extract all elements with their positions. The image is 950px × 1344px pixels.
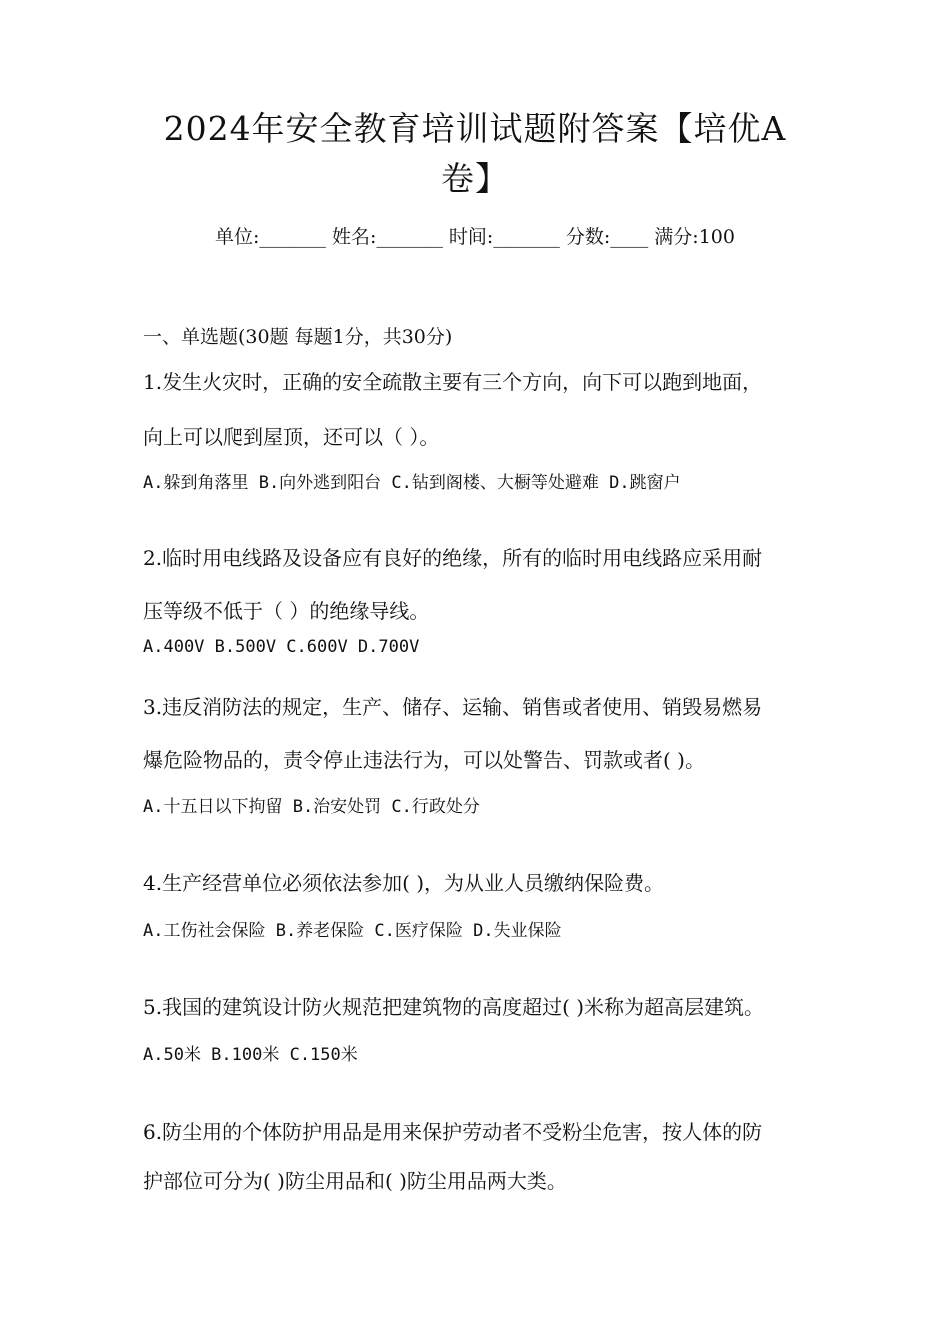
question-1-line-2: 向上可以爬到屋顶，还可以（ ）。 [143, 425, 440, 449]
question-5-options: A.50米 B.100米 C.150米 [143, 1045, 358, 1065]
question-6-line-1: 6.防尘用的个体防护用品是用来保护劳动者不受粉尘危害，按人体的防 [143, 1120, 763, 1144]
section-heading: 一、单选题(30题 每题1分，共30分) [143, 326, 453, 348]
question-2-line-2: 压等级不低于（ ）的绝缘导线。 [143, 599, 430, 623]
question-2-line-1: 2.临时用电线路及设备应有良好的绝缘，所有的临时用电线路应采用耐 [143, 546, 763, 570]
question-6-line-2: 护部位可分为( )防尘用品和( )防尘用品两大类。 [143, 1169, 567, 1193]
question-4-options: A.工伤社会保险 B.养老保险 C.医疗保险 D.失业保险 [143, 921, 562, 941]
question-2-options: A.400V B.500V C.600V D.700V [143, 637, 420, 657]
exam-info-line: 单位:_______ 姓名:_______ 时间:_______ 分数:____ 满分:100 [215, 226, 735, 248]
question-5-line-1: 5.我国的建筑设计防火规范把建筑物的高度超过( )米称为超高层建筑。 [143, 995, 765, 1019]
question-1-options: A.躲到角落里 B.向外逃到阳台 C.钻到阁楼、大橱等处避难 D.跳窗户 [143, 473, 681, 493]
question-4-line-1: 4.生产经营单位必须依法参加( )，为从业人员缴纳保险费。 [143, 871, 665, 895]
question-1-line-1: 1.发生火灾时，正确的安全疏散主要有三个方向，向下可以跑到地面， [143, 370, 763, 394]
document-title-line-2: 卷】 [441, 159, 509, 198]
question-3-line-1: 3.违反消防法的规定，生产、储存、运输、销售或者使用、销毁易燃易 [143, 695, 763, 719]
question-3-line-2: 爆危险物品的，责令停止违法行为，可以处警告、罚款或者( )。 [143, 748, 705, 772]
question-3-options: A.十五日以下拘留 B.治安处罚 C.行政处分 [143, 797, 480, 817]
document-title-line-1: 2024年安全教育培训试题附答案【培优A [163, 109, 787, 148]
